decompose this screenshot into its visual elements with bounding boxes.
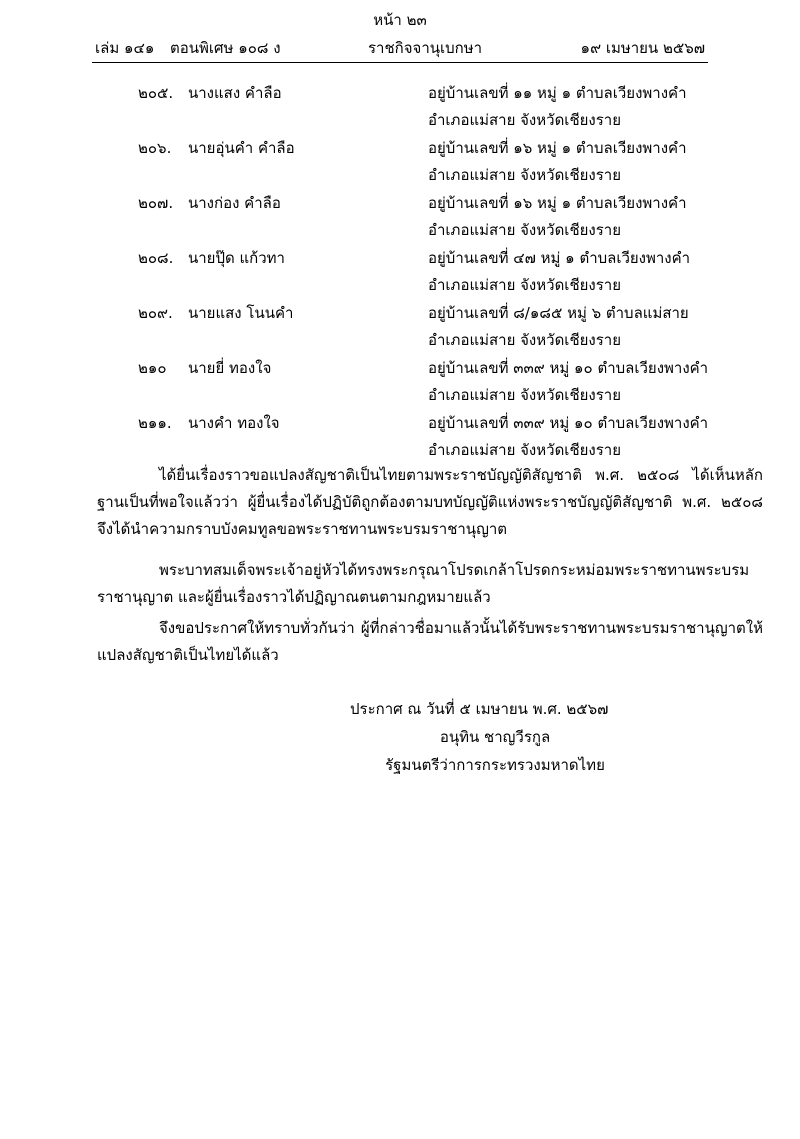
- person-address-line2: อำเภอแม่สาย จังหวัดเชียงราย: [428, 166, 622, 184]
- persons-list: [0, 75, 800, 460]
- person-number: ๒๐๘.: [138, 249, 174, 267]
- person-name: นางแสง คำลือ: [188, 84, 282, 102]
- body-paragraph: [97, 462, 763, 543]
- person-address-line2: อำเภอแม่สาย จังหวัดเชียงราย: [428, 111, 622, 129]
- body-paragraph-text: พระบาทสมเด็จพระเจ้าอยู่หัวได้ทรงพระกรุณาโปรดเกล้าโปรดกระหม่อมพระราชทานพระบรมราชานุญาต และผู้ยื่นเรื่องราวได้ปฏิญาณตนตามกฎหมายแล้ว: [97, 561, 750, 606]
- person-name: นางก่อง คำลือ: [188, 194, 281, 212]
- signature-block: [350, 695, 640, 779]
- person-entry: [0, 75, 800, 130]
- page-number: หน้า ๒๓: [373, 11, 427, 29]
- person-address-line1: อยู่บ้านเลขที่ ๑๑ หมู่ ๑ ตำบลเวียงพางคำ: [428, 84, 687, 102]
- body-paragraph-text: จึงขอประกาศให้ทราบทั่วกันว่า ผู้ที่กล่าวชื่อมาแล้วนั้นได้รับพระราชทานพระบรมราชานุญาตให้แปลงสัญชาติเป็นไทยได้แล้ว: [97, 619, 763, 664]
- person-number: ๒๐๗.: [138, 194, 174, 212]
- person-address-line1: อยู่บ้านเลขที่ ๑๖ หมู่ ๑ ตำบลเวียงพางคำ: [428, 139, 687, 157]
- person-entry: [0, 405, 800, 460]
- person-entry: [0, 350, 800, 405]
- gazette-title: ราชกิจจานุเบกษา: [368, 39, 483, 57]
- person-entry: [0, 130, 800, 185]
- person-name: นางคำ ทองใจ: [188, 414, 280, 432]
- body-paragraph: [97, 615, 763, 669]
- person-address-line2: อำเภอแม่สาย จังหวัดเชียงราย: [428, 221, 622, 239]
- person-address-line2: อำเภอแม่สาย จังหวัดเชียงราย: [428, 386, 622, 404]
- gazette-volume: เล่ม ๑๔๑: [95, 39, 155, 57]
- signatory-name: อนุทิน ชาญวีรกูล: [439, 728, 551, 746]
- person-name: นายอุ่นคำ คำลือ: [188, 139, 295, 157]
- person-name: นายแสง โนนคำ: [188, 304, 294, 322]
- person-address-line1: อยู่บ้านเลขที่ ๓๓๙ หมู่ ๑๐ ตำบลเวียงพางคำ: [428, 414, 709, 432]
- person-address-line1: อยู่บ้านเลขที่ ๔๗ หมู่ ๑ ตำบลเวียงพางคำ: [428, 249, 691, 267]
- header-divider: [92, 62, 708, 63]
- person-address-line1: อยู่บ้านเลขที่ ๘/๑๘๕ หมู่ ๖ ตำบลแม่สาย: [428, 304, 689, 322]
- signatory-position: รัฐมนตรีว่าการกระทรวงมหาดไทย: [385, 756, 605, 774]
- body-paragraph-text: ได้ยื่นเรื่องราวขอแปลงสัญชาติเป็นไทยตามพระราชบัญญัติสัญชาติ พ.ศ. ๒๕๐๘ ได้เห็นหลักฐานเป็นที่พอใจแล้วว่า ผู้ยื่นเรื่องได้ปฏิบัติถูกต้องตามบทบัญญัติแห่งพระราชบัญญัติสัญชาติ พ.ศ. ๒๕๐๘ จึงได้นำความกราบบังคมทูลขอพระราชทานพระบรมราชานุญาต: [97, 466, 763, 538]
- person-address-line2: อำเภอแม่สาย จังหวัดเชียงราย: [428, 331, 622, 349]
- person-number: ๒๐๕.: [138, 84, 174, 102]
- gazette-date: ๑๙ เมษายน ๒๕๖๗: [580, 39, 705, 57]
- person-address-line1: อยู่บ้านเลขที่ ๓๓๙ หมู่ ๑๐ ตำบลเวียงพางคำ: [428, 359, 709, 377]
- person-address-line1: อยู่บ้านเลขที่ ๑๖ หมู่ ๑ ตำบลเวียงพางคำ: [428, 194, 687, 212]
- person-number: ๒๑๐: [138, 359, 167, 377]
- person-number: ๒๐๖.: [138, 139, 172, 157]
- person-address-line2: อำเภอแม่สาย จังหวัดเชียงราย: [428, 441, 622, 459]
- gazette-section: ตอนพิเศษ ๑๐๘ ง: [170, 39, 281, 57]
- person-name: นายยี่ ทองใจ: [188, 359, 272, 377]
- body-paragraph: [97, 557, 763, 611]
- person-number: ๒๑๑.: [138, 414, 172, 432]
- person-name: นายปุ๊ด แก้วทา: [188, 249, 285, 267]
- person-number: ๒๐๙.: [138, 304, 173, 322]
- person-entry: [0, 295, 800, 350]
- person-entry: [0, 185, 800, 240]
- person-entry: [0, 240, 800, 295]
- announcement-date: ประกาศ ณ วันที่ ๕ เมษายน พ.ศ. ๒๕๖๗: [350, 700, 609, 718]
- announcement-body: [97, 462, 763, 669]
- person-address-line2: อำเภอแม่สาย จังหวัดเชียงราย: [428, 276, 622, 294]
